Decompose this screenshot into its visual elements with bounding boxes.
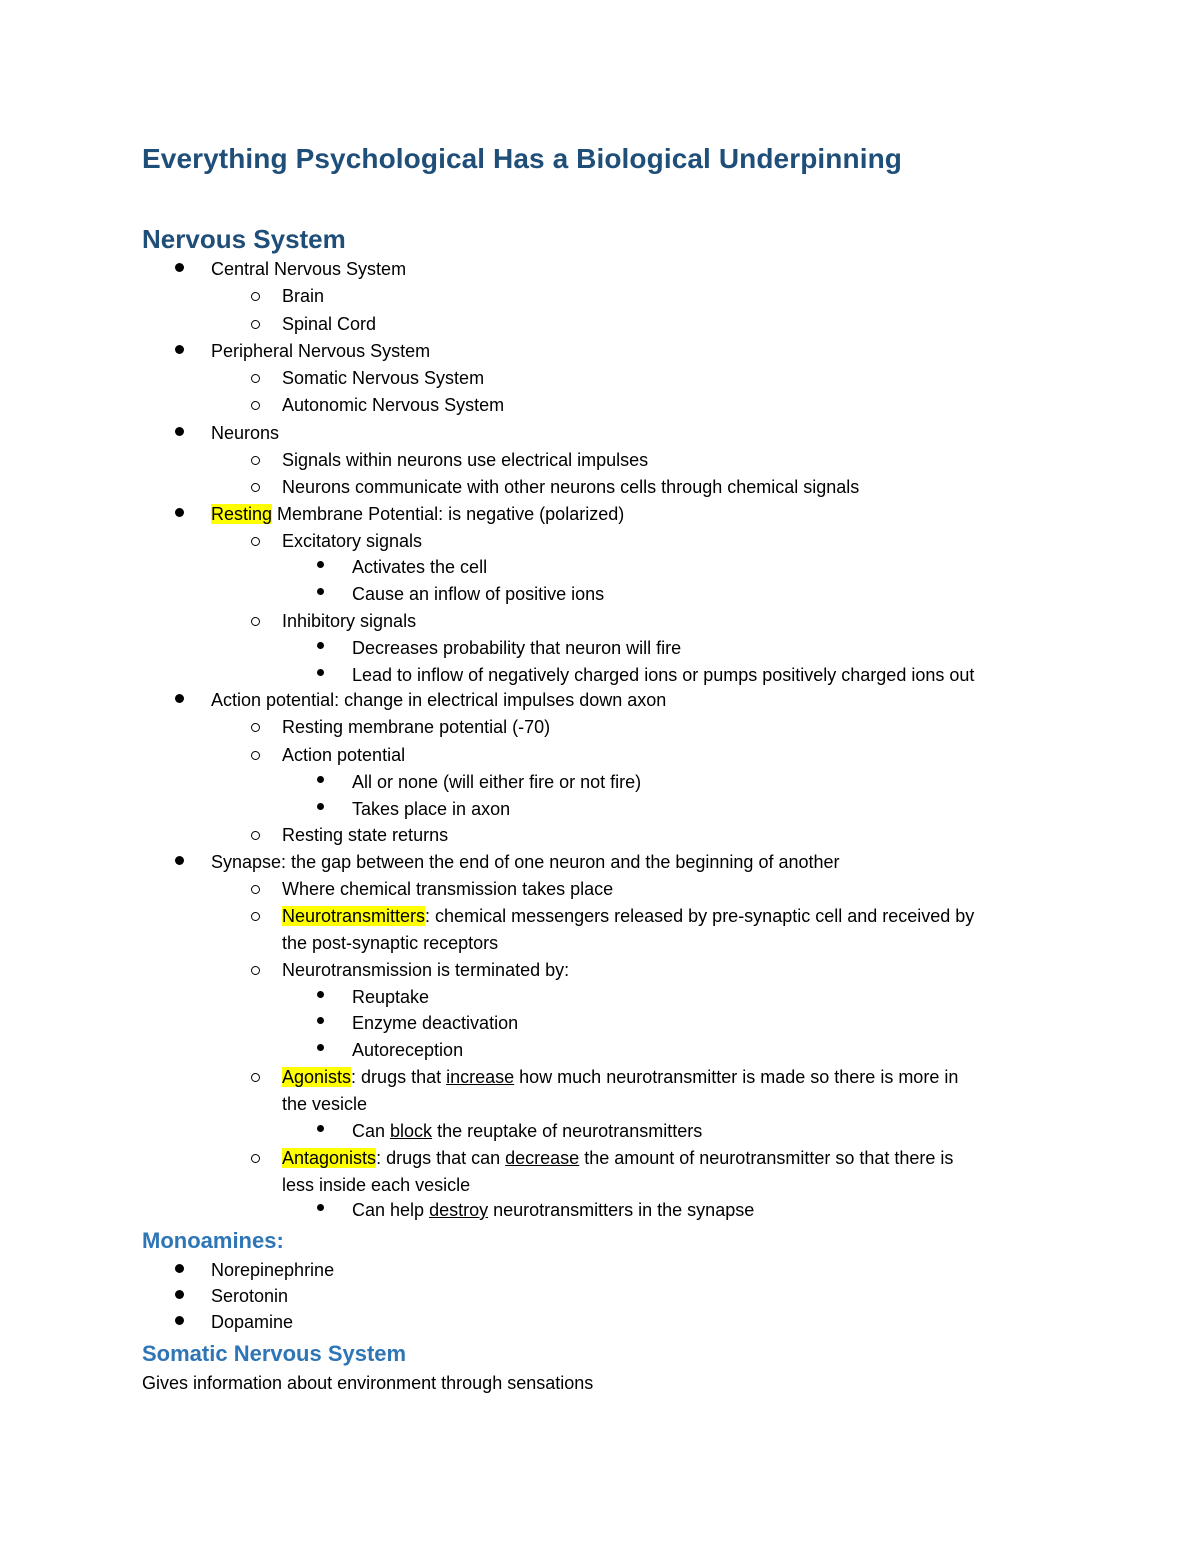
list-item-antagonists: Antagonists: drugs that can decrease the amount of neurotransmitter so that there is less inside each vesicle: [282, 1145, 953, 1199]
bullet-icon: [317, 642, 324, 649]
bullet-icon: [175, 694, 184, 703]
list-item-reuptake: Reuptake: [352, 984, 429, 1011]
bullet-icon: [175, 263, 184, 272]
bullet-icon: [317, 1044, 324, 1051]
circle-bullet-icon: [251, 1154, 260, 1163]
list-item-neurons-electrical: Signals within neurons use electrical impulses: [282, 447, 648, 474]
circle-bullet-icon: [251, 723, 260, 732]
circle-bullet-icon: [251, 617, 260, 626]
circle-bullet-icon: [251, 885, 260, 894]
list-item-terminated: Neurotransmission is terminated by:: [282, 957, 569, 984]
list-item-inhibitory: Inhibitory signals: [282, 608, 416, 635]
list-item-monoamine: Norepinephrine: [211, 1257, 334, 1284]
circle-bullet-icon: [251, 831, 260, 840]
highlighted-term: Antagonists: [282, 1148, 377, 1168]
list-item-spinal-cord: Spinal Cord: [282, 311, 376, 338]
highlighted-term: Agonists: [282, 1067, 352, 1087]
list-item-activates: Activates the cell: [352, 554, 487, 581]
somatic-nervous-system-heading: Somatic Nervous System: [142, 1341, 407, 1366]
list-item-pns: Peripheral Nervous System: [211, 338, 430, 365]
list-item-resting-potential: Resting Membrane Potential: is negative (polarized): [211, 501, 624, 528]
bullet-icon: [317, 1204, 324, 1211]
circle-bullet-icon: [251, 292, 260, 301]
circle-bullet-icon: [251, 912, 260, 921]
list-item-resting-returns: Resting state returns: [282, 822, 448, 849]
bullet-icon: [175, 345, 184, 354]
bullet-icon: [317, 803, 324, 810]
circle-bullet-icon: [251, 483, 260, 492]
list-item-action-potential: Action potential: [282, 742, 405, 769]
list-item-synapse: Synapse: the gap between the end of one neuron and the beginning of another: [211, 849, 840, 876]
circle-bullet-icon: [251, 966, 260, 975]
list-item-autonomic: Autonomic Nervous System: [282, 392, 504, 419]
list-item-neurotransmitters: Neurotransmitters: chemical messengers released by pre-synaptic cell and received by the post-synaptic receptors: [282, 903, 974, 957]
bullet-icon: [317, 991, 324, 998]
list-item-where-chemical: Where chemical transmission takes place: [282, 876, 613, 903]
list-item-all-or-none: All or none (will either fire or not fire): [352, 769, 641, 796]
list-item-enzyme: Enzyme deactivation: [352, 1010, 518, 1037]
list-item-brain: Brain: [282, 283, 324, 310]
nervous-system-heading: Nervous System: [142, 224, 346, 254]
somatic-description: Gives information about environment through sensations: [142, 1373, 594, 1393]
highlighted-term: Resting: [211, 504, 273, 524]
bullet-icon: [175, 1316, 184, 1325]
document-title: Everything Psychological Has a Biological Underpinning: [142, 143, 902, 174]
bullet-icon: [317, 776, 324, 783]
circle-bullet-icon: [251, 1073, 260, 1082]
circle-bullet-icon: [251, 456, 260, 465]
list-item-can-help-destroy: Can help destroy neurotransmitters in the synapse: [352, 1197, 754, 1224]
list-item-resting-membrane: Resting membrane potential (-70): [282, 714, 550, 741]
list-item-cns: Central Nervous System: [211, 256, 406, 283]
circle-bullet-icon: [251, 374, 260, 383]
bullet-icon: [317, 669, 324, 676]
monoamines-heading: Monoamines:: [142, 1228, 284, 1253]
list-item-agonists: Agonists: drugs that increase how much neurotransmitter is made so there is more in the vesicle: [282, 1064, 958, 1118]
list-item-monoamine: Dopamine: [211, 1309, 293, 1336]
list-item-monoamine: Serotonin: [211, 1283, 288, 1310]
list-item-autoreception: Autoreception: [352, 1037, 463, 1064]
list-item-can-block: Can block the reuptake of neurotransmitters: [352, 1118, 702, 1145]
bullet-icon: [175, 1264, 184, 1273]
bullet-icon: [175, 1290, 184, 1299]
highlighted-term: Neurotransmitters: [282, 906, 426, 926]
circle-bullet-icon: [251, 537, 260, 546]
bullet-icon: [317, 561, 324, 568]
bullet-icon: [317, 1125, 324, 1132]
bullet-icon: [175, 856, 184, 865]
circle-bullet-icon: [251, 320, 260, 329]
list-item-inflow-positive: Cause an inflow of positive ions: [352, 581, 604, 608]
bullet-icon: [317, 1017, 324, 1024]
circle-bullet-icon: [251, 751, 260, 760]
list-item-excitatory: Excitatory signals: [282, 528, 422, 555]
bullet-icon: [175, 508, 184, 517]
bullet-icon: [175, 427, 184, 436]
list-item-action-potential-def: Action potential: change in electrical impulses down axon: [211, 687, 666, 714]
list-item-somatic: Somatic Nervous System: [282, 365, 484, 392]
list-item-takes-place: Takes place in axon: [352, 796, 510, 823]
list-item-neurons: Neurons: [211, 420, 279, 447]
bullet-icon: [317, 588, 324, 595]
list-item-lead-inflow: Lead to inflow of negatively charged ions or pumps positively charged ions out: [352, 662, 974, 689]
list-item-decreases-prob: Decreases probability that neuron will fire: [352, 635, 681, 662]
circle-bullet-icon: [251, 401, 260, 410]
list-item-neurons-chemical: Neurons communicate with other neurons cells through chemical signals: [282, 474, 859, 501]
